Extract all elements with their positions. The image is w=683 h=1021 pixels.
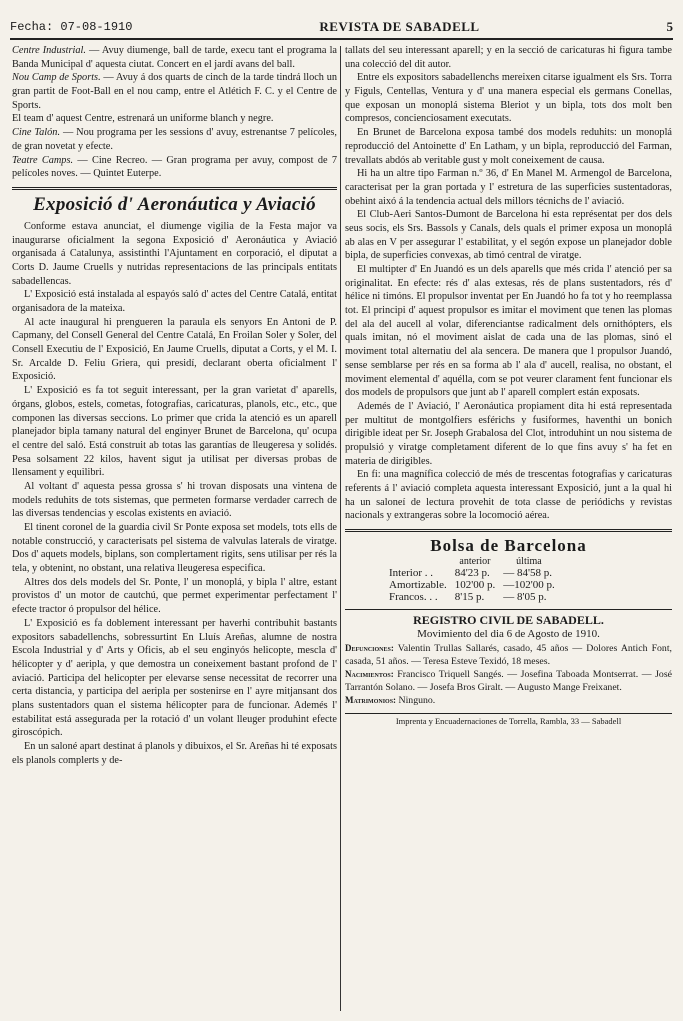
article-body-right <box>345 44 672 523</box>
article-paragraph: El tinent coronel de la guardia civil Sr Ponte exposa set models, tots ells de notable construcció, y caracterisats pel sistema de valvulas laterals de viratge. Dos d' aquets models, biplans, son complertament rigits, sens utilisar per rés la tela, y obtenint, no obstant, una relativa lleugeresa especifica. <box>12 522 337 575</box>
article-paragraph: El Club-Aeri Santos-Dumont de Barcelona hi esta représentat per dos dels seus socis, els Srs. Bassols y Canals, dels quals el primer exposa un monoplá ab alas en V per assegurar l' estabilitat, y el segón expose un planejador doble bipla, de superficies convexas, ab timó central de viratge. <box>345 209 672 262</box>
section-divider <box>345 529 672 532</box>
article-paragraph: El multipter d' En Juandó es un dels aparells que més crida l' atenció per sa originalitat. En efecte: rés d' alas extesas, rés de plans sustentadors, rés d' hélice ni timóns. El propulsor inventat per En Juandó ho fa tot y ho reemplassa tot. El principi d' aquest propulsor es imitar el moviment que tenen las plomas del ala del aucell al volar, diferenciantse radicalment dels ornithópters, els quals imitan, nó el moviment aislat de cada una de las plomas, sinó el moviment total alternatiu del ala sencera. De manera que l propulsor Juandó, sense semblarse per rés en sa forma ab l' ala d' aucell, realisa, no obstant, el moviment elemental d' aquélla, com se pot veurer clarament fent funcionar els dos models de propulsors que junt ab l' aparell complert están exposats. <box>345 264 672 399</box>
announcement-lead: Nou Camp de Sports. <box>12 72 101 84</box>
bolsa-title: Bolsa de Barcelona <box>430 536 587 556</box>
registry-text: Valentin Trullas Sallarés, casado, 45 años — Dolores Antich Font, casada, 51 años. — Teresa Esteve Texidó, 18 meses. <box>345 643 672 668</box>
article-paragraph: L' Exposició está instalada al espayós saló d' actes del Centre Catalá, entitat organisadora de la mateixa. <box>12 289 337 314</box>
announcement-item <box>12 126 337 153</box>
registry-label: Defunciones: <box>345 643 394 654</box>
article-title: Exposició d' Aeronáutica y Aviació <box>33 193 316 215</box>
publication-title: REVISTA DE SABADELL <box>319 19 480 34</box>
registry-label: Matrimonios: <box>345 695 397 706</box>
announcement-text: — Avuy á dos quarts de cinch de la tarde tindrá lloch un gran partit de Foot-Ball en el nou camp, entre el Atlétich F. C. y el Centre de Sports. <box>12 72 337 111</box>
bolsa-ultima: — 8'05 p. <box>503 591 547 604</box>
registry-entry <box>345 668 672 694</box>
column-divider <box>340 46 341 1011</box>
bolsa-name: Francos. . . <box>389 591 438 604</box>
bolsa-header-row <box>385 556 559 567</box>
bolsa-anterior: 102'00 p. <box>454 579 496 592</box>
bolsa-row <box>385 567 559 579</box>
page-header <box>10 16 673 40</box>
civil-registry <box>345 613 672 726</box>
right-column <box>345 44 672 1013</box>
bolsa-col-anterior: anterior <box>459 556 491 568</box>
article-paragraph: En fi: una magnífica colecció de més de trescentas fotografias y caricaturas referents á l' aviació completa aquesta interessant Exposició, junt a la qual hi ha un saloneí de lectura provehit de tota classe de periódichs y revistas nacionals y extrangeras sobre la locomoció aérea. <box>345 469 672 522</box>
announcement-lead: Cine Talón. <box>12 127 61 139</box>
article-paragraph: En Brunet de Barcelona exposa també dos models reduhits: un monoplá reproducció del Antoinette d' En Latham, y un bipla, reproducció del Farman, trevallats abdós ab veritable gust y molt coneixement de causa. <box>345 127 672 166</box>
bolsa-ultima: —102'00 p. <box>503 579 555 592</box>
announcement-text: El team d' aquest Centre, estrenará un uniforme blanch y negre. <box>12 113 274 125</box>
announcement-text: — Nou programa per les sessions d' avuy, estrenantse 7 pelícoles, de gran novetat y efecte. <box>12 127 337 152</box>
registry-text: Francisco Triquell Sangés. — Josefina Taboada Montserrat. — José Tarrantón Solano. — Josefa Bros Giralt. — Augusto Mange Freixanet. <box>345 669 672 694</box>
article-paragraph: Entre els expositors sabadellenchs mereixen citarse igualment els Srs. Torra y Figuls, Centellas, Ventura y d' una manera especial els germans Conellas, que exposan un monoplá sistema Bleriot y un bipla, tots dos molt ben compresos, concienciosament executats. <box>345 72 672 125</box>
announcement-item <box>12 154 337 181</box>
bolsa-col-ultima: última <box>516 556 542 568</box>
bolsa-name: Interior . . <box>389 567 433 580</box>
bolsa-header-blank <box>385 556 451 567</box>
announcement-lead: Centre Industrial. <box>12 45 86 56</box>
announcement-item <box>12 112 337 126</box>
registry-entry <box>345 642 672 668</box>
section-divider <box>345 609 672 610</box>
left-column <box>12 44 337 1013</box>
article-paragraph: L' Exposició es fa doblement interessant per haverhi contribuhit bastants expositors sabadellenchs, sobressurtint En Lluís Areñas, alumne de nostra Escola Industrial y d' Arts y Oficis, ab el seu enginyós helicopte, mescla d' hélicopter y d' aeripla, y que demostra un coneixement bastant profond de l' aviació. Participa del helicopter per elevarse sense necessitat de recorrer una certa distancia, y participa del aeripla per sostenirse en l' ayre mitjansant dos plans sustentadors quan el sistema hélicopter para de funcionar. Ademés l' estabilitat está assegurada per la rotació d' un volant lleuger produhint efecte giroscópich. <box>12 617 337 739</box>
bolsa-anterior: 84'23 p. <box>454 567 490 580</box>
article-paragraph: Hi ha un altre tipo Farman n.º 36, d' En Manel M. Armengol de Barcelona, caracterisat per la gran portada y l' estretura de las superficies sustentadoras, obehint aixó á la tendencia actual dels millors técnichs de l' aviació. <box>345 168 672 207</box>
registry-subtitle: Movimiento del dia 6 de Agosto de 1910. <box>417 628 600 641</box>
page-number: 5 <box>666 19 673 34</box>
article-paragraph: tallats del seu interessant aparell; y en la secció de caricaturas hi figura tambe una colecció del dit autor. <box>345 45 672 70</box>
registry-title: REGISTRO CIVIL DE SABADELL. <box>413 613 604 628</box>
bolsa-row <box>385 579 559 591</box>
announcement-lead: Teatre Camps. <box>12 154 74 166</box>
printer-imprint: Imprenta y Encuadernaciones de Torrella, Rambla, 33 — Sabadell <box>345 713 672 726</box>
announcement-text: — Cine Recreo. — Gran programa per avuy, compost de 7 pelícoles noves. — Quintet Euterpe. <box>12 154 337 180</box>
announcement-item <box>12 71 337 112</box>
registry-label: Nacimientos: <box>345 669 394 680</box>
registry-text: Ninguno. <box>396 695 436 707</box>
announcements <box>12 44 337 181</box>
article-paragraph: En un saloné apart destinat á planols y dibuixos, el Sr. Areñas hi té exposats els planols complerts y de- <box>12 741 337 766</box>
announcement-item <box>12 44 337 71</box>
bolsa-row <box>385 591 559 603</box>
announcement-text: — Avuy diumenge, ball de tarde, execu tant el programa la Banda Municipal d' aquesta ciutat. Concert en el jardí avans del ball. <box>12 45 337 70</box>
bolsa-ultima: — 84'58 p. <box>503 567 552 580</box>
article-paragraph: Ademés de l' Aviació, l' Aeronáutica propiament dita hi está representada per multitut de montgolfiers esférichs y fusiformes, haventhi un bonich dirigible ideat per Sr. Joseph Grabalosa del Clot, introduhint un nou sistema de propulsió y viratge completament diferent de lo que fins avuy s' ha fet en materia de dirigibles. <box>345 400 672 467</box>
article-paragraph: Altres dos dels models del Sr. Ponte, l' un monoplá, y bipla l' altre, estant provistos d' un motor de cautchú, que permet experimentar perfectament l' efecte tractor ó propulsor del hélice. <box>12 576 337 616</box>
bolsa-name: Amortizable. <box>389 579 447 592</box>
article-body-left <box>12 220 337 768</box>
issue-date: Fecha: 07-08-1910 <box>10 20 133 34</box>
registry-entry <box>345 694 672 707</box>
article-paragraph: L' Exposició es fa tot seguit interessant, per la gran varietat d' aparells, órgans, globos, estels, cometas, fotografias, caricaturas, planols, etc., etc., que componen las diversas seccions. Lo primer que crida la atenció es un aparell planejador bipla tamany natural del enginyer Brunet de Barcelona, qu' ocupa el centre del saló. Está construit ab totas las garantías de lleugeresa y solidés. Pesa solsament 22 kilos, havent sigut ja utilisat per diversas probas de llensament y equilibri. <box>12 385 337 479</box>
article-paragraph: Conforme estava anunciat, el diumenge vigilia de la Festa major va inaugurarse oficialment la segona Exposició d' Aeronáutica y Aviació organisada á Catalunya, assistinthi l'Ajuntament en corporació, el diputat a Corts D. Jaume Cruells y nutridas representacions de las principals entitats sabadellencas. <box>12 220 337 287</box>
bolsa-anterior: 8'15 p. <box>454 591 485 604</box>
article-paragraph: Al voltant d' aquesta pessa grossa s' hi trovan disposats una vintena de models reduhits de tots sistemas, que permeten formarse verdader carrech de las diversas tendencias y escolas existents en aviació. <box>12 480 337 520</box>
article-paragraph: Al acte inaugural hi prengueren la paraula els senyors En Antoni de P. Capmany, del Consell General del Centre Catalá, En Froilan Soler y Soler, del Consell Executiu de l' Exposició, En Jaume Cruells, diputat a Corts, y el M. I. Sr. Arcalde D. Feliu Griera, qui presidí, declarant oberta oficialment l' Exposició. <box>12 316 337 383</box>
section-divider <box>12 187 337 190</box>
bolsa-table <box>385 556 559 603</box>
